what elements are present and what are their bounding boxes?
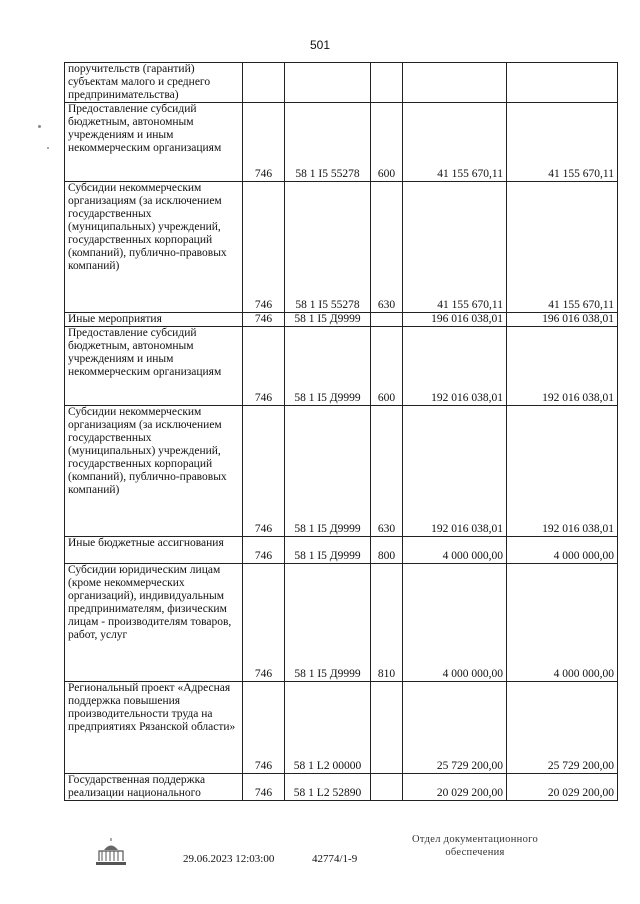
row-csr-code-cell: 58 1 L2 52890 [285, 774, 371, 801]
row-sum-2023-cell: 196 016 038,01 [403, 313, 507, 327]
row-gr-code-cell: 746 [243, 682, 285, 774]
row-vr-code-cell: 600 [371, 327, 403, 406]
row-vr-code-cell: 800 [371, 537, 403, 564]
row-name-cell: Субсидии некоммерческим организациям (за исключением государственных (муниципальных) учреждений, государственных корпораций (компаний), публично-правовых компаний) [65, 182, 243, 313]
table-row [65, 103, 618, 182]
row-gr-code-cell: 746 [243, 103, 285, 182]
row-vr-code-cell: 810 [371, 564, 403, 682]
row-sum-2023-cell: 20 029 200,00 [403, 774, 507, 801]
row-vr-code-cell: 630 [371, 182, 403, 313]
row-name-cell: Субсидии некоммерческим организациям (за исключением государственных (муниципальных) учреждений, государственных корпораций (компаний), публично-правовых компаний) [65, 406, 243, 537]
row-sum-2023-cell: 192 016 038,01 [403, 406, 507, 537]
table-row [65, 682, 618, 774]
row-vr-code-cell: 600 [371, 103, 403, 182]
row-name-cell: Предоставление субсидий бюджетным, автономным учреждениям и иным некоммерческим организациям [65, 327, 243, 406]
row-csr-code-cell: 58 1 I5 Д9999 [285, 537, 371, 564]
row-sum-2023-cell: 41 155 670,11 [403, 182, 507, 313]
table-row [65, 774, 618, 801]
table-row [65, 406, 618, 537]
row-sum-total-cell: 20 029 200,00 [507, 774, 618, 801]
duma-logo-icon [90, 838, 132, 868]
row-name-cell: Государственная поддержка реализации национального [65, 774, 243, 801]
row-csr-code-cell: 58 1 I5 Д9999 [285, 313, 371, 327]
row-sum-total-cell [507, 63, 618, 103]
footer-date: 29.06.2023 12:03:00 [183, 853, 275, 865]
table-row [65, 537, 618, 564]
row-sum-total-cell: 41 155 670,11 [507, 182, 618, 313]
row-gr-code-cell: 746 [243, 182, 285, 313]
row-sum-total-cell: 196 016 038,01 [507, 313, 618, 327]
row-vr-code-cell: 630 [371, 406, 403, 537]
row-gr-code-cell: 746 [243, 327, 285, 406]
row-csr-code-cell: 58 1 I5 55278 [285, 182, 371, 313]
row-vr-code-cell [371, 313, 403, 327]
row-gr-code-cell: 746 [243, 774, 285, 801]
row-name-cell: Иные мероприятия [65, 313, 243, 327]
row-name-cell: Иные бюджетные ассигнования [65, 537, 243, 564]
row-sum-2023-cell [403, 63, 507, 103]
row-csr-code-cell: 58 1 L2 00000 [285, 682, 371, 774]
row-sum-total-cell: 4 000 000,00 [507, 537, 618, 564]
row-gr-code-cell: 746 [243, 406, 285, 537]
table-row [65, 63, 618, 103]
budget-table [64, 62, 618, 801]
footer-department-line1: Отдел документационного [411, 834, 539, 845]
row-csr-code-cell: 58 1 I5 Д9999 [285, 564, 371, 682]
row-gr-code-cell [243, 63, 285, 103]
row-sum-2023-cell: 25 729 200,00 [403, 682, 507, 774]
row-sum-total-cell: 4 000 000,00 [507, 564, 618, 682]
footer-department-line2: обеспечения [445, 847, 505, 858]
row-name-cell: поручительств (гарантий) субъектам малого и среднего предпринимательства) [65, 63, 243, 103]
table-row [65, 313, 618, 327]
row-sum-total-cell: 41 155 670,11 [507, 103, 618, 182]
row-sum-2023-cell: 4 000 000,00 [403, 564, 507, 682]
footer-department-stamp [400, 833, 550, 859]
row-vr-code-cell [371, 774, 403, 801]
row-sum-total-cell: 25 729 200,00 [507, 682, 618, 774]
row-vr-code-cell [371, 63, 403, 103]
row-gr-code-cell: 746 [243, 537, 285, 564]
budget-table-body [65, 63, 618, 801]
page-number: 501 [309, 38, 331, 52]
footer-document-code: 42774/1-9 [312, 853, 358, 865]
row-gr-code-cell: 746 [243, 313, 285, 327]
row-sum-2023-cell: 4 000 000,00 [403, 537, 507, 564]
row-vr-code-cell [371, 682, 403, 774]
row-sum-2023-cell: 192 016 038,01 [403, 327, 507, 406]
row-gr-code-cell: 746 [243, 564, 285, 682]
scan-dot [38, 125, 41, 128]
row-sum-total-cell: 192 016 038,01 [507, 406, 618, 537]
table-row [65, 564, 618, 682]
row-csr-code-cell: 58 1 I5 Д9999 [285, 406, 371, 537]
row-sum-2023-cell: 41 155 670,11 [403, 103, 507, 182]
scan-dot [47, 147, 49, 149]
row-csr-code-cell: 58 1 I5 55278 [285, 103, 371, 182]
row-name-cell: Предоставление субсидий бюджетным, автономным учреждениям и иным некоммерческим организациям [65, 103, 243, 182]
table-row [65, 182, 618, 313]
row-name-cell: Субсидии юридическим лицам (кроме некоммерческих организаций), индивидуальным предпринимателям, физическим лицам - производителям товаров, работ, услуг [65, 564, 243, 682]
row-sum-total-cell: 192 016 038,01 [507, 327, 618, 406]
row-name-cell: Региональный проект «Адресная поддержка повышения производительности труда на предприятиях Рязанской области» [65, 682, 243, 774]
row-csr-code-cell: 58 1 I5 Д9999 [285, 327, 371, 406]
table-row [65, 327, 618, 406]
row-csr-code-cell [285, 63, 371, 103]
